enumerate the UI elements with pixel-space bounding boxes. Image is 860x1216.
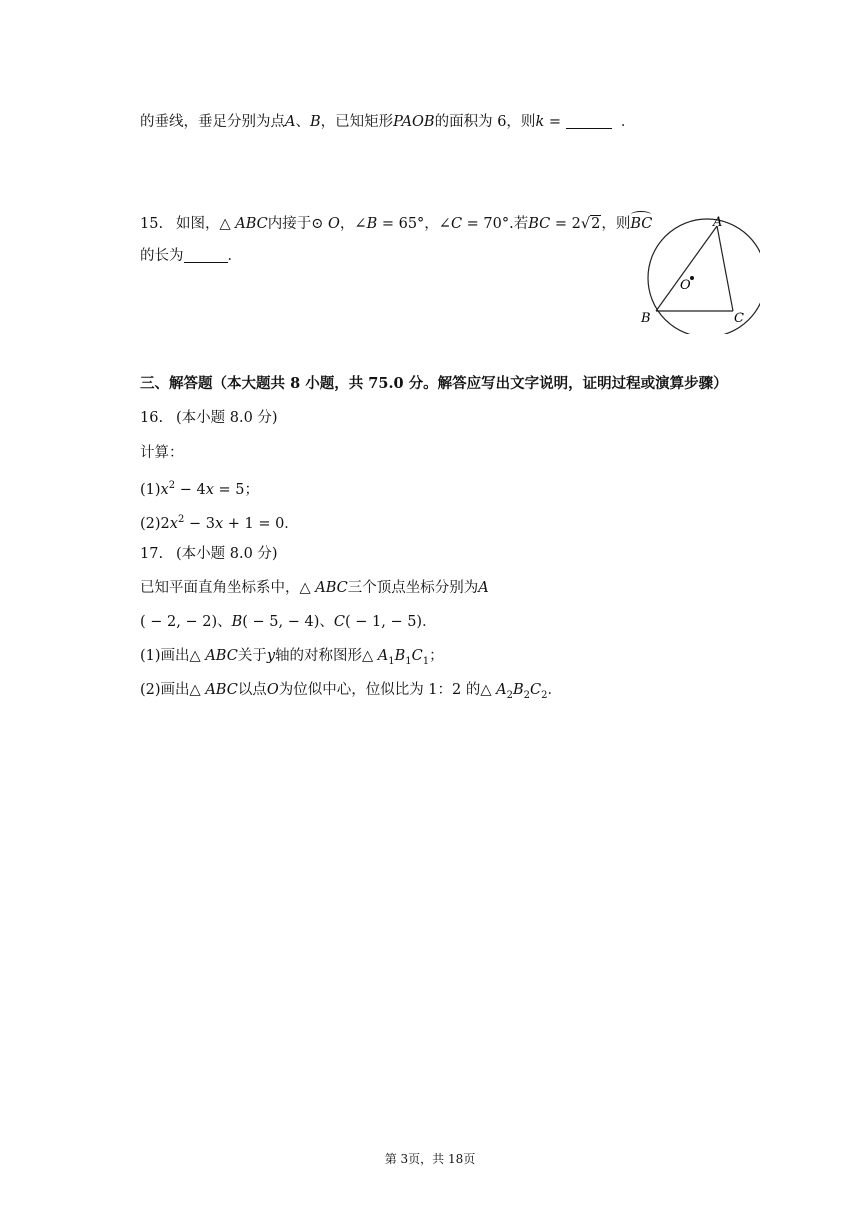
label-b: B bbox=[641, 311, 651, 326]
q16-part2 bbox=[140, 510, 299, 534]
question-number: 17. bbox=[140, 546, 164, 562]
text: 分。解答应写出文字说明，证明过程或演算步骤） bbox=[403, 375, 728, 392]
q15-line2 bbox=[140, 246, 242, 266]
math-var: C bbox=[333, 614, 345, 630]
text: 轴的对称图形△ bbox=[275, 648, 378, 664]
subscript: 2 bbox=[523, 689, 531, 701]
math-var: ABC bbox=[205, 682, 238, 698]
q16-intro bbox=[140, 443, 184, 463]
subscript: 2 bbox=[506, 689, 513, 701]
answer-blank bbox=[184, 248, 228, 263]
text: 、 bbox=[295, 114, 310, 130]
text: ( − 1, − 5)． bbox=[344, 614, 437, 630]
math-var: B bbox=[231, 614, 243, 630]
text: ． bbox=[620, 114, 636, 130]
question-number: 16. bbox=[140, 410, 164, 426]
math-var: A bbox=[478, 580, 489, 596]
text: (2)画出△ bbox=[140, 682, 206, 698]
text: = 70°.若 bbox=[462, 216, 529, 232]
text: 的垂线，垂足分别为点 bbox=[140, 114, 285, 130]
text: ，∠ bbox=[339, 216, 367, 232]
text: = 65°，∠ bbox=[377, 216, 451, 232]
text: 内接于⊙ bbox=[267, 216, 329, 232]
side-ac bbox=[717, 226, 733, 311]
math-var: A bbox=[285, 114, 296, 130]
text: − 4 bbox=[175, 481, 206, 498]
math-var: B bbox=[394, 648, 406, 664]
part-label: (2) bbox=[140, 515, 161, 532]
math-var: k bbox=[535, 114, 545, 130]
text: 2 bbox=[160, 515, 170, 532]
text: 计算： bbox=[140, 445, 184, 461]
math-var: ABC bbox=[315, 580, 348, 596]
text: ，已知矩形 bbox=[320, 114, 394, 130]
text: − 3 bbox=[184, 515, 215, 532]
math-var: B bbox=[309, 114, 321, 130]
text: ( − 5, − 4)、 bbox=[242, 614, 334, 630]
circle-triangle-figure bbox=[630, 212, 760, 334]
math-var: ABC bbox=[235, 216, 268, 232]
q17-header bbox=[140, 544, 278, 564]
text: + 1 = 0． bbox=[223, 515, 299, 532]
math-var: C bbox=[530, 682, 542, 698]
math-var: A bbox=[377, 648, 389, 664]
exponent: 2 bbox=[168, 480, 176, 491]
math-var: C bbox=[411, 648, 423, 664]
math-var: ABC bbox=[205, 648, 238, 664]
text: = 5； bbox=[213, 481, 259, 498]
side-ab bbox=[656, 226, 717, 311]
math-var: PAOB bbox=[393, 114, 435, 130]
q16-part1 bbox=[140, 476, 259, 500]
q15-line1: 15. 如图，△ ABC内接于⊙ O，∠B = 65°，∠C = 70°.若BC = 2√2，则BC bbox=[140, 216, 653, 232]
math-var: C bbox=[450, 216, 463, 232]
math-var: O bbox=[266, 682, 279, 698]
math-var: y bbox=[266, 648, 276, 664]
q17-part1 bbox=[140, 646, 444, 672]
arc-bc: BC bbox=[630, 216, 653, 232]
sqrt-radicand: 2 bbox=[591, 216, 601, 232]
label-o: O bbox=[680, 278, 691, 293]
text: 三、解答题（本大题共 bbox=[140, 375, 291, 392]
text: ． bbox=[547, 682, 563, 698]
label-a: A bbox=[713, 215, 723, 230]
subscript: 1 bbox=[405, 655, 412, 667]
points: (本小题 8.0 分) bbox=[176, 546, 278, 562]
text: ． bbox=[227, 248, 242, 264]
part-label: (1) bbox=[140, 481, 161, 498]
page-footer: 第 3页，共 18页 bbox=[384, 1152, 476, 1166]
text: 三个顶点坐标分别为 bbox=[347, 580, 479, 596]
math-var: BC bbox=[528, 216, 551, 232]
points: (本小题 8.0 分) bbox=[176, 410, 278, 426]
text: 以点 bbox=[237, 682, 267, 698]
math-var: x bbox=[160, 481, 169, 498]
text: ，则 bbox=[601, 216, 631, 232]
subscript: 2 bbox=[541, 689, 548, 701]
question-number: 15. bbox=[140, 216, 164, 232]
text: 为位似中心，位似比为 1：2 的△ bbox=[278, 682, 497, 698]
text: 8 bbox=[290, 375, 301, 392]
label-c: C bbox=[734, 311, 744, 326]
text: (1)画出△ bbox=[140, 648, 206, 664]
subscript: 1 bbox=[388, 655, 395, 667]
math-var: B bbox=[366, 216, 378, 232]
q14-tail-line bbox=[140, 112, 635, 132]
q17-line1 bbox=[140, 578, 489, 598]
q17-line2 bbox=[140, 612, 437, 632]
text: ( − 2, − 2)、 bbox=[140, 614, 232, 630]
math-var: B bbox=[513, 682, 524, 698]
text: 如图，△ bbox=[176, 216, 236, 232]
q17-part2 bbox=[140, 680, 562, 706]
subscript: 1 bbox=[422, 655, 430, 667]
q16-header bbox=[140, 408, 278, 428]
exponent: 2 bbox=[177, 514, 185, 525]
text: 已知平面直角坐标系中，△ bbox=[140, 580, 316, 596]
text: = bbox=[544, 114, 566, 130]
text: = 2 bbox=[550, 216, 581, 232]
text: 的长为 bbox=[140, 248, 184, 264]
text: 关于 bbox=[237, 648, 267, 664]
text: ； bbox=[429, 648, 444, 664]
math-var: x bbox=[214, 515, 224, 532]
math-var: O bbox=[328, 216, 340, 232]
text: 小题，共 bbox=[300, 375, 369, 392]
math-var: A bbox=[496, 682, 507, 698]
text: 75.0 bbox=[368, 375, 404, 392]
math-var: x bbox=[205, 481, 214, 498]
text: 的面积为 6，则 bbox=[434, 114, 536, 130]
answer-blank bbox=[566, 114, 612, 129]
section-heading bbox=[140, 374, 728, 394]
math-var: x bbox=[169, 515, 178, 532]
